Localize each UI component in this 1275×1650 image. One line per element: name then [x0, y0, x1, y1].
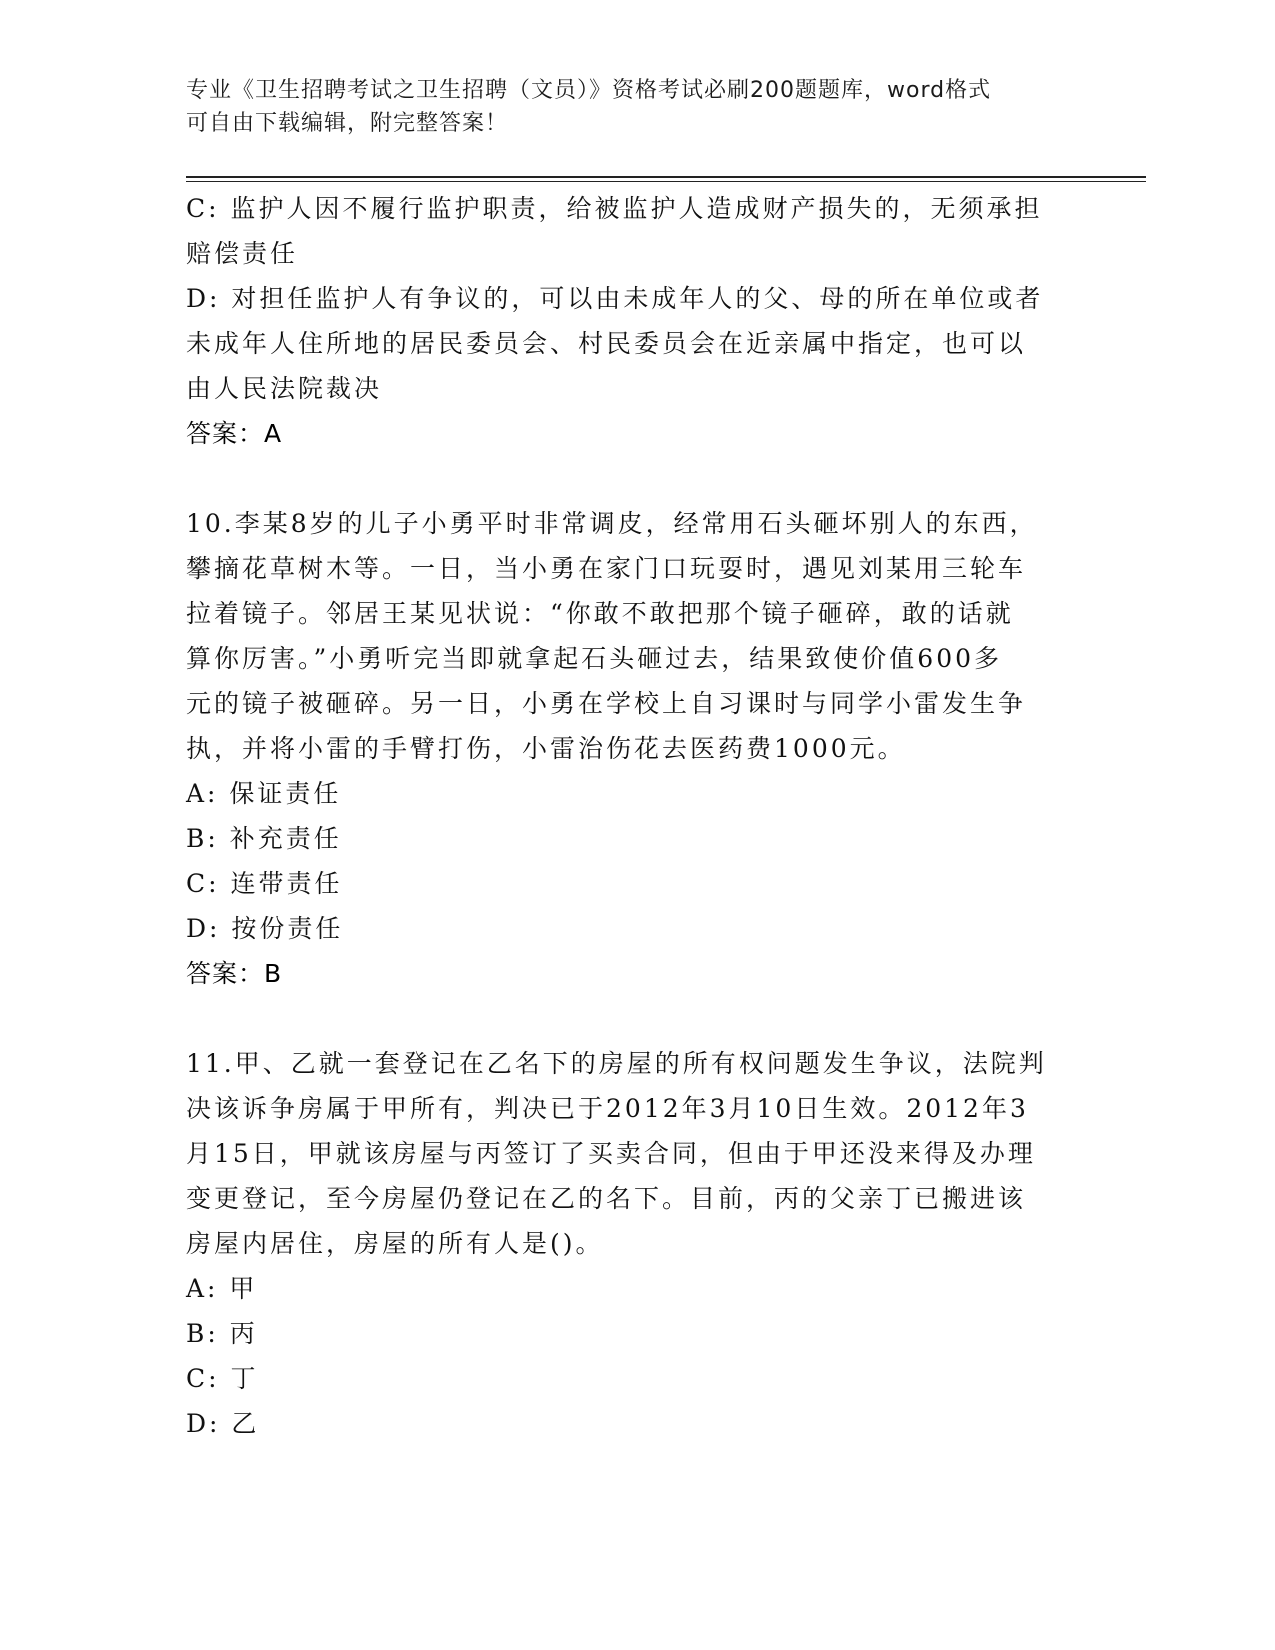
stem-line: 执，并将小雷的手臂打伤，小雷治伤花去医药费1000元。	[186, 734, 906, 763]
option-c: C: 丁	[186, 1364, 259, 1393]
stem-line: 算你厉害。”小勇听完当即就拿起石头砸过去，结果致使价值600多	[186, 644, 1003, 673]
question-stem	[186, 501, 1066, 771]
option-c	[186, 186, 1066, 276]
option-b: B: 丙	[186, 1319, 258, 1348]
stem-line: 变更登记，至今房屋仍登记在乙的名下。目前，丙的父亲丁已搬进该	[186, 1184, 1027, 1213]
option-d-line: 由人民法院裁决	[186, 374, 383, 403]
header-line-2: 可自由下载编辑，附完整答案！	[186, 111, 509, 136]
option-b: B: 补充责任	[186, 824, 342, 853]
option-d	[186, 276, 1066, 411]
document-header	[186, 74, 1066, 140]
header-divider-thick	[186, 176, 1146, 178]
previous-question-block	[186, 186, 1066, 456]
option-d-line: 未成年人住所地的居民委员会、村民委员会在近亲属中指定，也可以	[186, 329, 1027, 358]
question-10	[186, 501, 1066, 996]
stem-line: 月15日，甲就该房屋与丙签订了买卖合同，但由于甲还没来得及办理	[186, 1139, 1036, 1168]
header-line-1: 专业《卫生招聘考试之卫生招聘（文员）》资格考试必刷200题题库，word格式	[186, 78, 992, 103]
option-d: D: 按份责任	[186, 914, 344, 943]
answer-label: 答案：B	[186, 959, 283, 988]
option-c-line: C: 监护人因不履行监护职责，给被监护人造成财产损失的，无须承担	[186, 194, 1043, 223]
option-c-line: 赔偿责任	[186, 239, 299, 268]
stem-line: 攀摘花草树木等。一日，当小勇在家门口玩耍时，遇见刘某用三轮车	[186, 554, 1027, 583]
answer-label: 答案：A	[186, 419, 283, 448]
question-stem	[186, 1041, 1066, 1266]
header-divider-thin	[186, 181, 1146, 182]
stem-line: 11.甲、乙就一套登记在乙名下的房屋的所有权问题发生争议，法院判	[186, 1049, 1047, 1078]
question-11	[186, 1041, 1066, 1446]
stem-line: 10.李某8岁的儿子小勇平时非常调皮，经常用石头砸坏别人的东西，	[186, 509, 1038, 538]
option-a: A: 保证责任	[186, 779, 342, 808]
document-body	[186, 186, 1066, 1446]
option-a: A: 甲	[186, 1274, 258, 1303]
option-d: D: 乙	[186, 1409, 260, 1438]
stem-line: 房屋内居住，房屋的所有人是()。	[186, 1229, 604, 1258]
stem-line: 元的镜子被砸碎。另一日，小勇在学校上自习课时与同学小雷发生争	[186, 689, 1027, 718]
stem-line: 决该诉争房属于甲所有，判决已于2012年3月10日生效。2012年3	[186, 1094, 1029, 1123]
option-c: C: 连带责任	[186, 869, 343, 898]
stem-line: 拉着镜子。邻居王某见状说：“你敢不敢把那个镜子砸碎，敢的话就	[186, 599, 1014, 628]
option-d-line: D: 对担任监护人有争议的，可以由未成年人的父、母的所在单位或者	[186, 284, 1044, 313]
